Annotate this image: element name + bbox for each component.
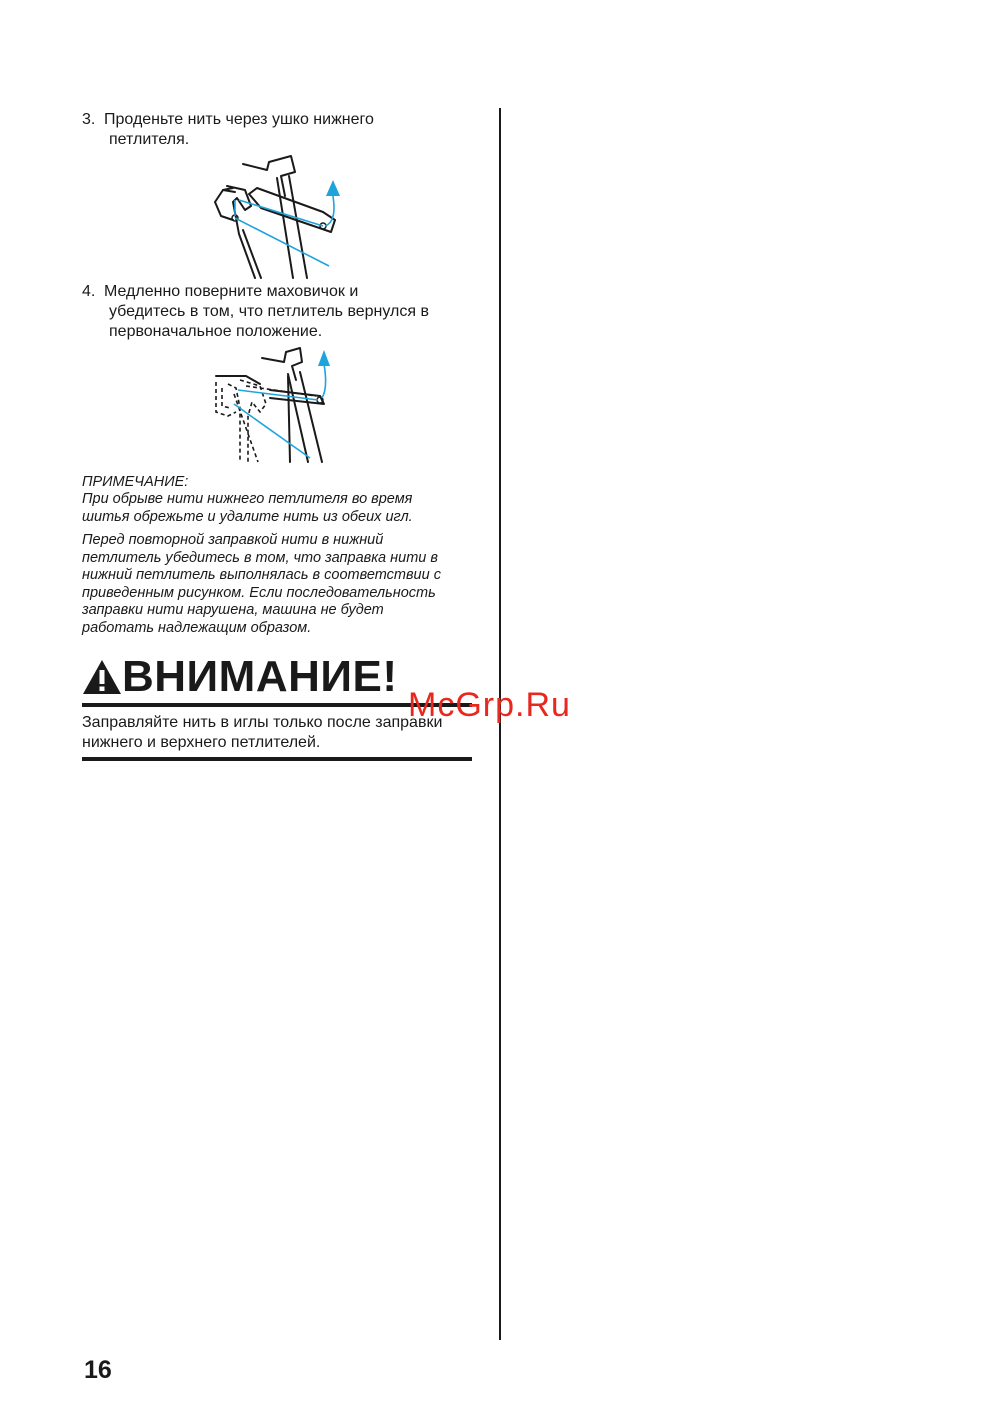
note-line: Перед повторной заправкой нити в нижний xyxy=(82,532,384,548)
step-text-line: Проденьте нить через ушко нижнего xyxy=(104,111,374,128)
step-text-line: первоначальное положение. xyxy=(109,323,323,340)
note-line: заправки нити нарушена, машина не будет xyxy=(82,602,384,619)
page-number: 16 xyxy=(84,1356,112,1384)
step-text-line: Медленно поверните маховичок и xyxy=(104,283,359,300)
looper-threading-illustration xyxy=(205,150,355,280)
step-3 xyxy=(82,110,482,150)
step-4 xyxy=(82,282,502,342)
warning-text-line: нижнего и верхнего петлителей. xyxy=(82,734,321,751)
note-line: приведенным рисунком. Если последовательность xyxy=(82,584,436,601)
warning-bottom-divider xyxy=(82,757,472,761)
note-paragraph-1 xyxy=(82,491,413,526)
note-line: При обрыве нити нижнего петлителя во время xyxy=(82,491,413,507)
note-paragraph-2 xyxy=(82,532,441,638)
step-text-line: убедитесь в том, что петлитель вернулся в xyxy=(109,303,429,320)
note-line: нижний петлитель выполнялась в соответствии с xyxy=(82,567,441,584)
looper-initial-position-illustration xyxy=(210,342,345,464)
step-number: 3. xyxy=(82,111,96,128)
warning-triangle-icon xyxy=(82,659,122,695)
warning-text-line: Заправляйте нить в иглы только после заправки xyxy=(82,714,443,731)
step-number: 4. xyxy=(82,283,96,300)
note-line: шитья обрежьте и удалите нить из обеих игл. xyxy=(82,508,413,525)
warning-title: ВНИМАНИЕ! xyxy=(122,652,398,701)
step-text-line: петлителя. xyxy=(109,131,190,148)
note-line: петлитель убедитесь в том, что заправка нити в xyxy=(82,549,438,566)
warning-text xyxy=(82,713,442,753)
note-line: работать надлежащим образом. xyxy=(82,619,312,636)
watermark: McGrp.Ru xyxy=(408,686,571,724)
note-heading: ПРИМЕЧАНИЕ: xyxy=(82,474,189,490)
